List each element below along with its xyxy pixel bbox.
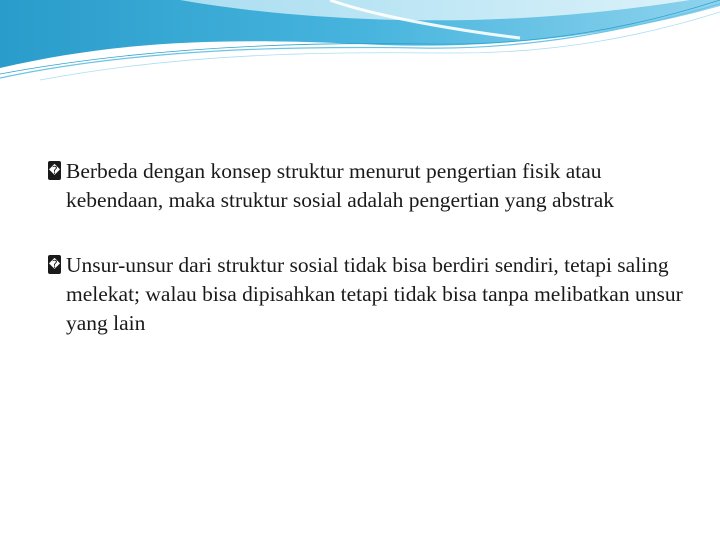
bullet-item-2: [48, 251, 688, 338]
bullet-marker-icon: �: [48, 255, 61, 274]
bullet-text: Berbeda dengan konsep struktur menurut pengertian fisik atau kebendaan, maka struktur sosial adalah pengertian yang abstrak: [66, 159, 615, 212]
bullet-list: [48, 157, 688, 374]
header-wave-decoration: [0, 0, 720, 100]
bullet-text: Unsur-unsur dari struktur sosial tidak bisa berdiri sendiri, tetapi saling melekat; walau bisa dipisahkan tetapi tidak bisa tanpa melibatkan unsur yang lain: [66, 253, 683, 335]
bullet-marker-icon: �: [48, 161, 61, 180]
bullet-item-1: [48, 157, 688, 215]
